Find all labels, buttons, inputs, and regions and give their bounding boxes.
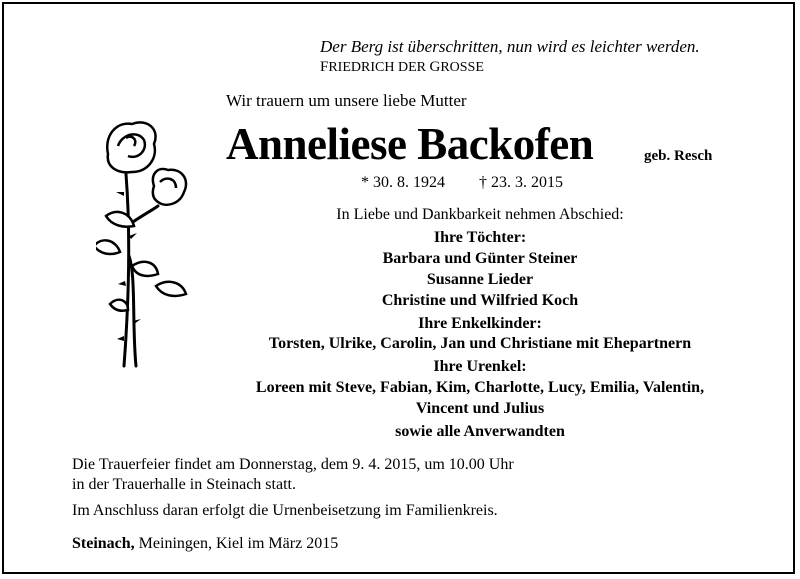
death-date: † 23. 3. 2015 xyxy=(479,174,563,191)
great-grandchildren-line-1: Loreen mit Steve, Fabian, Kim, Charlotte, Lucy, Emilia, Valentin, xyxy=(255,379,705,396)
signoff-place: Steinach, xyxy=(72,535,135,552)
group-heading-great-grandchildren: Ihre Urenkel: xyxy=(433,358,527,375)
intro-text: Wir trauern um unsere liebe Mutter xyxy=(226,91,467,110)
daughters-line-3: Christine und Wilfried Koch xyxy=(381,292,579,309)
author-initial-2: G xyxy=(429,59,441,75)
daughters-line-1: Barbara und Günter Steiner xyxy=(382,250,578,267)
grandchildren-line-1: Torsten, Ulrike, Carolin, Jan und Christiane mit Ehepartnern xyxy=(268,335,692,352)
ceremony-line-1: Die Trauerfeier findet am Donnerstag, dem 9. 4. 2015, um 10.00 Uhr xyxy=(72,456,514,473)
born-name: geb. Resch xyxy=(644,148,713,164)
quote-author xyxy=(320,59,484,76)
daughters-line-2: Susanne Lieder xyxy=(426,271,534,288)
relatives-text: sowie alle Anverwandten xyxy=(395,423,565,440)
quote-text: Der Berg ist überschritten, nun wird es leichter werden. xyxy=(320,37,700,56)
ceremony-line-2: in der Trauerhalle in Steinach statt. xyxy=(72,476,296,493)
author-rest-1: RIEDRICH DER xyxy=(328,60,430,75)
farewell-text: In Liebe und Dankbarkeit nehmen Abschied: xyxy=(336,206,624,223)
great-grandchildren-line-2: Vincent und Julius xyxy=(415,400,545,417)
signoff xyxy=(72,534,338,554)
birth-date: * 30. 8. 1924 xyxy=(361,174,445,191)
author-initial-1: F xyxy=(320,59,329,75)
group-heading-grandchildren: Ihre Enkelkinder: xyxy=(418,315,542,332)
obituary-notice xyxy=(2,2,795,574)
rose-icon xyxy=(96,116,206,376)
burial-text: Im Anschluss daran erfolgt die Urnenbeisetzung im Familienkreis. xyxy=(72,502,498,519)
deceased-name: Anneliese Backofen xyxy=(226,119,594,169)
group-heading-daughters: Ihre Töchter: xyxy=(433,229,527,246)
signoff-rest: Meiningen, Kiel im März 2015 xyxy=(134,535,339,552)
life-dates xyxy=(361,174,563,192)
author-rest-2: ROSSE xyxy=(440,60,484,75)
